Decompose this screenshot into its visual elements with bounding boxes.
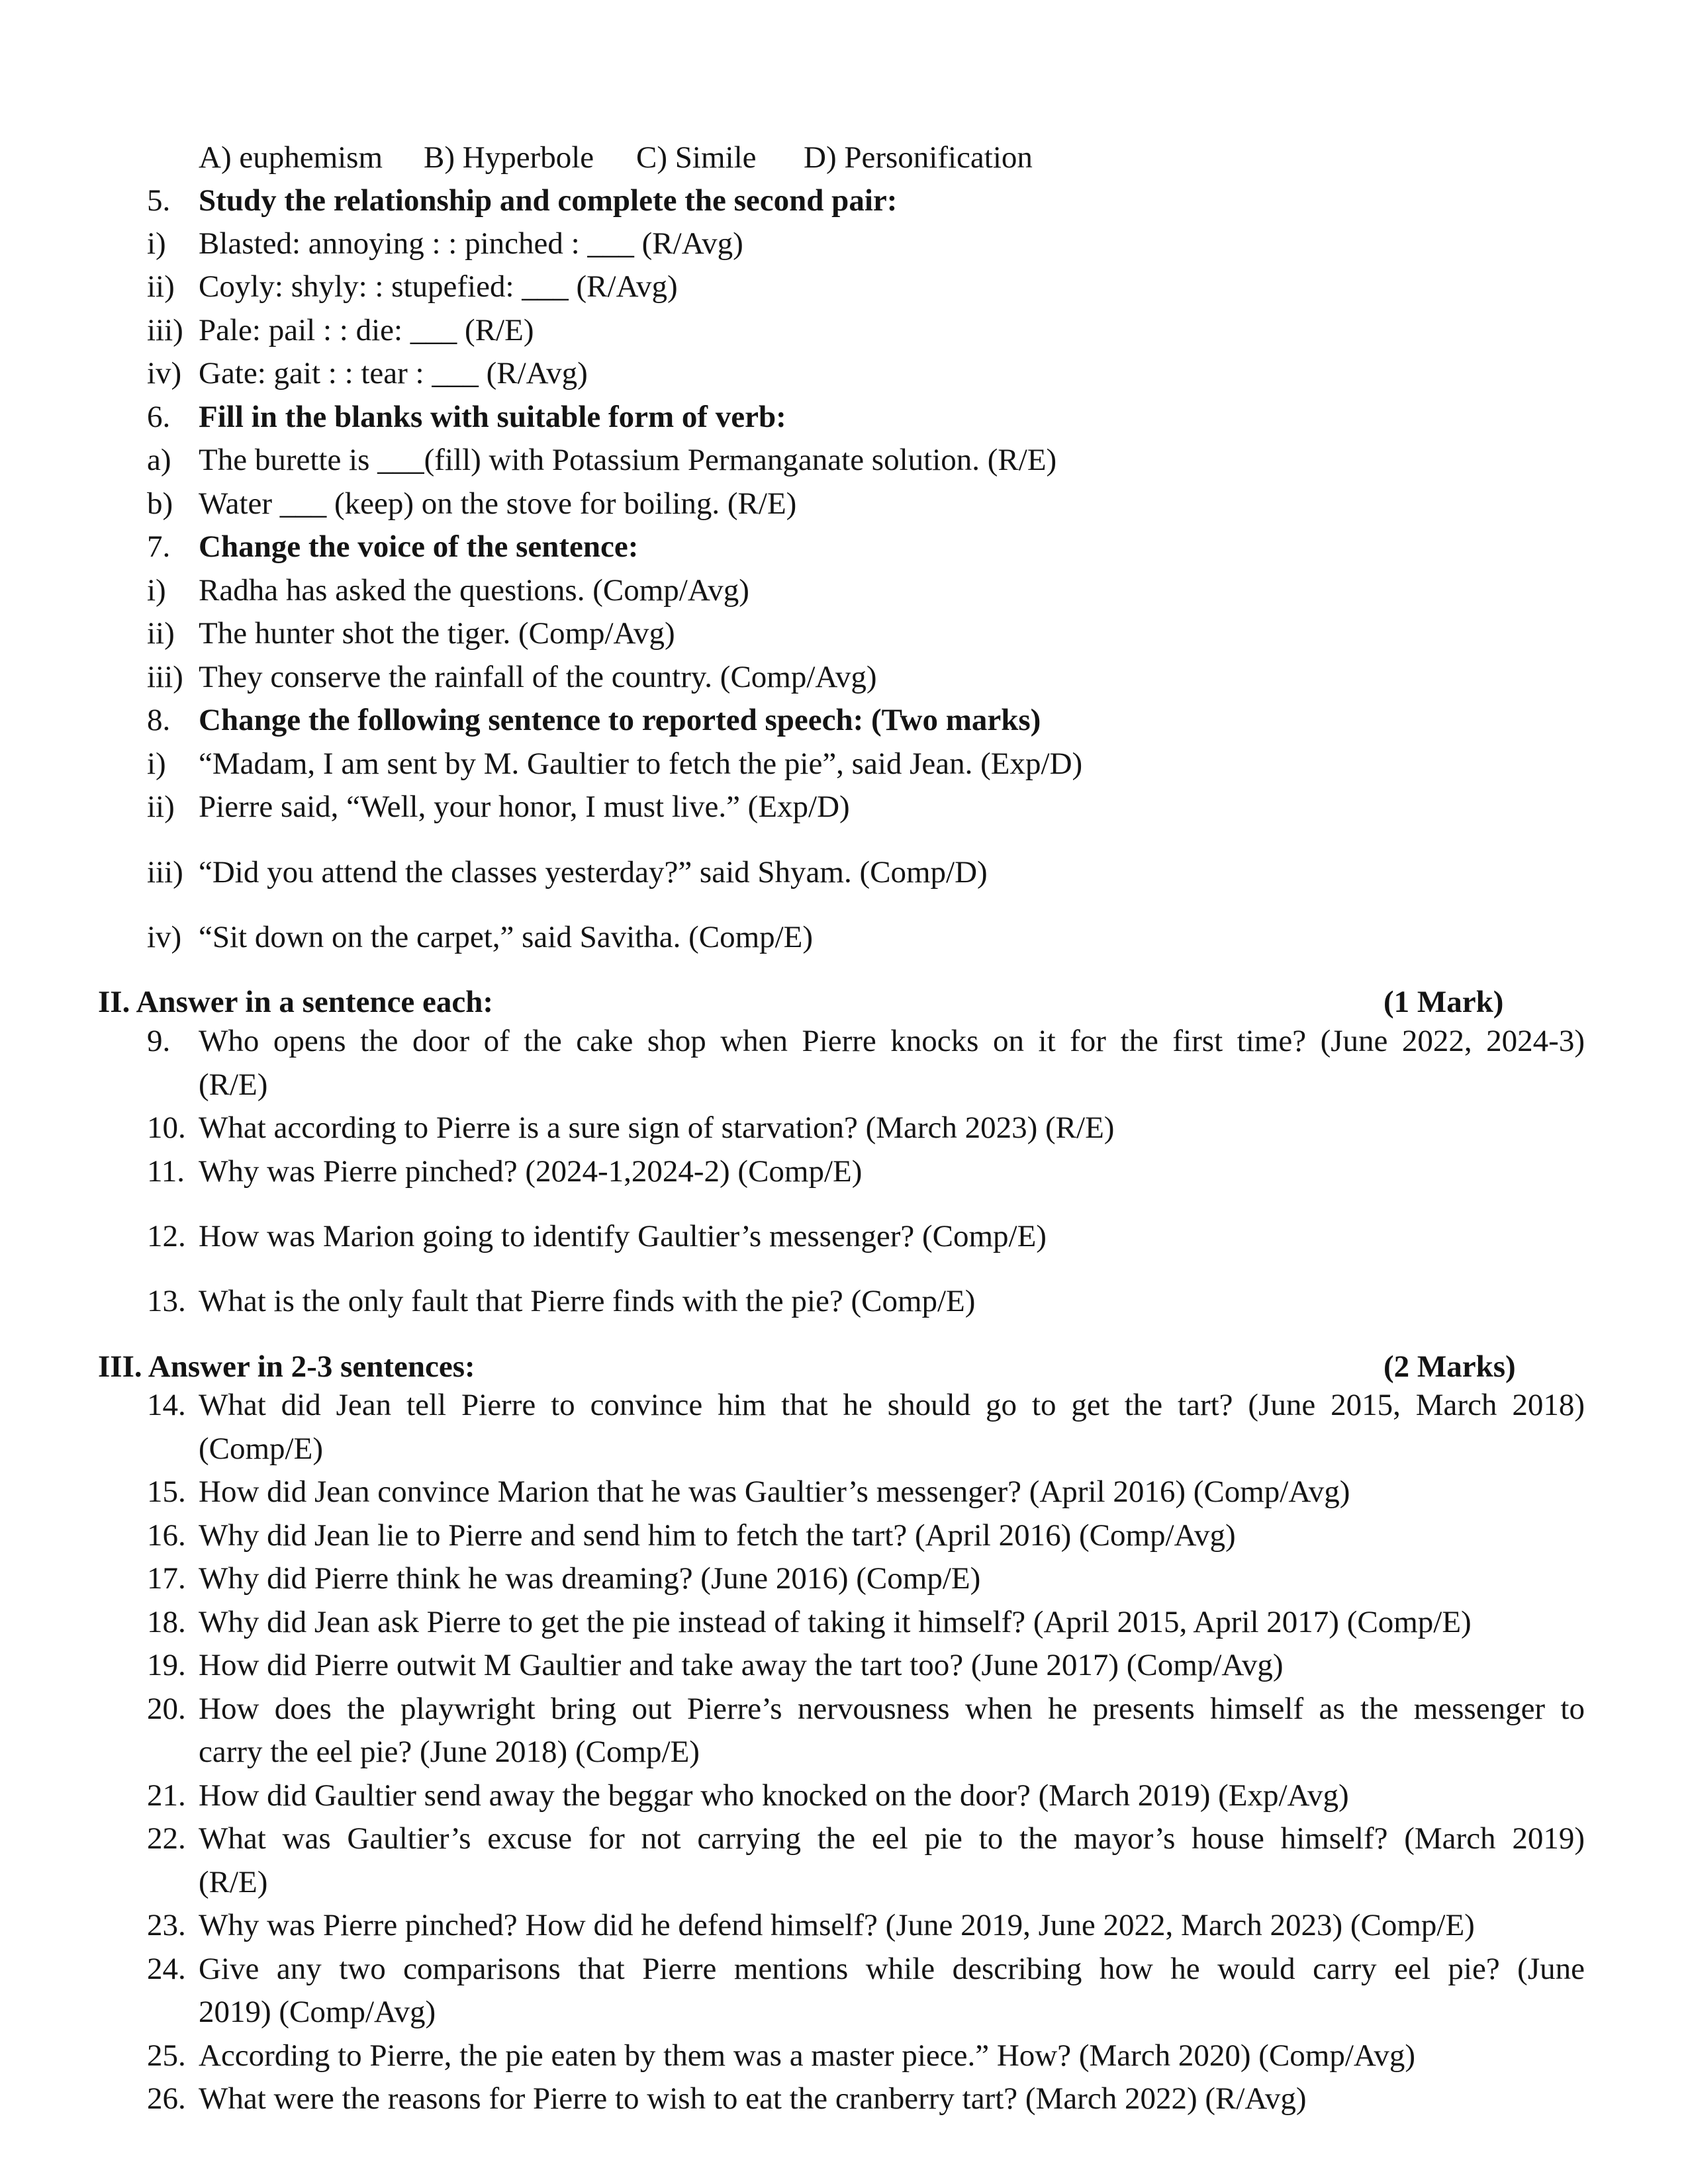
q8-item-label: iii) bbox=[147, 855, 183, 889]
q7-heading bbox=[0, 525, 1688, 569]
q5-heading bbox=[0, 179, 1688, 222]
q20-cont bbox=[0, 1730, 1688, 1774]
q7-title: Change the voice of the sentence: bbox=[199, 529, 639, 564]
q10 bbox=[0, 1106, 1688, 1150]
q13-text: What is the only fault that Pierre finds with the pie? (Comp/E) bbox=[199, 1284, 976, 1318]
q5-item bbox=[0, 222, 1688, 265]
q22-text-line2: (R/E) bbox=[199, 1865, 268, 1899]
q9-cont bbox=[0, 1063, 1688, 1107]
q19 bbox=[0, 1643, 1688, 1687]
q6-number: 6. bbox=[147, 400, 171, 434]
q7-item bbox=[0, 569, 1688, 612]
q25-text: According to Pierre, the pie eaten by them was a master piece.” How? (March 2020) (Comp/Avg) bbox=[199, 2038, 1416, 2073]
q16-text: Why did Jean lie to Pierre and send him to fetch the tart? (April 2016) (Comp/Avg) bbox=[199, 1518, 1236, 1553]
q14 bbox=[0, 1383, 1688, 1427]
q5-item bbox=[0, 308, 1688, 352]
q26-number: 26. bbox=[147, 2081, 186, 2116]
q18-text: Why did Jean ask Pierre to get the pie instead of taking it himself? (April 2015, April 2017) (Comp/E) bbox=[199, 1605, 1472, 1639]
q11 bbox=[0, 1150, 1688, 1193]
q12 bbox=[0, 1214, 1688, 1258]
q7-item-label: ii) bbox=[147, 616, 175, 651]
q5-item-label: i) bbox=[147, 226, 166, 261]
q15 bbox=[0, 1470, 1688, 1514]
q8-heading bbox=[0, 698, 1688, 742]
q8-item-label: i) bbox=[147, 747, 166, 781]
q25 bbox=[0, 2034, 1688, 2077]
section-2-heading bbox=[0, 980, 1688, 1024]
section-2-title: II. Answer in a sentence each: bbox=[98, 985, 494, 1019]
q17-number: 17. bbox=[147, 1561, 186, 1596]
q21-text: How did Gaultier send away the beggar who knocked on the door? (March 2019) (Exp/Avg) bbox=[199, 1778, 1349, 1813]
q23-number: 23. bbox=[147, 1908, 186, 1942]
q20-number: 20. bbox=[147, 1692, 186, 1726]
q4-option-d: D) Personification bbox=[804, 140, 1033, 175]
q8-number: 8. bbox=[147, 703, 171, 737]
q4-option-c: C) Simile bbox=[636, 140, 757, 175]
q8-item-text: “Sit down on the carpet,” said Savitha. (Comp/E) bbox=[199, 920, 814, 954]
q9-text-line1: Who opens the door of the cake shop when Pierre knocks on it for the first time? (June 2022, 2024-3) bbox=[199, 1024, 1585, 1058]
q14-number: 14. bbox=[147, 1388, 186, 1422]
q5-item bbox=[0, 265, 1688, 308]
q8-item bbox=[0, 742, 1688, 786]
q17-text: Why did Pierre think he was dreaming? (June 2016) (Comp/E) bbox=[199, 1561, 981, 1596]
section-2-marks: (1 Mark) bbox=[1383, 985, 1504, 1019]
q6-item bbox=[0, 438, 1688, 482]
q16-number: 16. bbox=[147, 1518, 186, 1553]
q24-number: 24. bbox=[147, 1952, 186, 1986]
q23 bbox=[0, 1903, 1688, 1947]
q19-text: How did Pierre outwit M Gaultier and take away the tart too? (June 2017) (Comp/Avg) bbox=[199, 1648, 1284, 1682]
q11-number: 11. bbox=[147, 1154, 185, 1189]
q4-option-b: B) Hyperbole bbox=[424, 140, 594, 175]
q5-item-label: iii) bbox=[147, 313, 183, 347]
q7-item-label: iii) bbox=[147, 660, 183, 694]
q24-cont bbox=[0, 1990, 1688, 2034]
q4-options bbox=[0, 136, 1688, 179]
q17 bbox=[0, 1557, 1688, 1600]
q5-item-text: Blasted: annoying : : pinched : ___ (R/Avg) bbox=[199, 226, 743, 261]
q7-item-text: The hunter shot the tiger. (Comp/Avg) bbox=[199, 616, 675, 651]
section-3-title: III. Answer in 2-3 sentences: bbox=[98, 1349, 475, 1384]
q9 bbox=[0, 1019, 1688, 1063]
q22-number: 22. bbox=[147, 1821, 186, 1856]
section-3-marks: (2 Marks) bbox=[1383, 1349, 1516, 1384]
q22-cont bbox=[0, 1860, 1688, 1904]
q15-number: 15. bbox=[147, 1475, 186, 1509]
q5-item-text: Gate: gait : : tear : ___ (R/Avg) bbox=[199, 356, 588, 390]
q15-text: How did Jean convince Marion that he was Gaultier’s messenger? (April 2016) (Comp/Avg) bbox=[199, 1475, 1350, 1509]
q9-number: 9. bbox=[147, 1024, 171, 1058]
q7-item bbox=[0, 655, 1688, 699]
q14-cont bbox=[0, 1427, 1688, 1471]
q5-number: 5. bbox=[147, 183, 171, 218]
q7-item bbox=[0, 612, 1688, 655]
q9-text-line2: (R/E) bbox=[199, 1068, 268, 1102]
q8-item-label: ii) bbox=[147, 790, 175, 824]
q7-item-text: Radha has asked the questions. (Comp/Avg) bbox=[199, 573, 749, 608]
q8-item bbox=[0, 850, 1688, 894]
q13 bbox=[0, 1279, 1688, 1323]
q7-item-text: They conserve the rainfall of the country. (Comp/Avg) bbox=[199, 660, 877, 694]
q26 bbox=[0, 2077, 1688, 2120]
q26-text: What were the reasons for Pierre to wish to eat the cranberry tart? (March 2022) (R/Avg) bbox=[199, 2081, 1307, 2116]
q20 bbox=[0, 1687, 1688, 1731]
q14-text-line2: (Comp/E) bbox=[199, 1432, 323, 1466]
q8-item-text: “Did you attend the classes yesterday?” said Shyam. (Comp/D) bbox=[199, 855, 988, 889]
q6-item bbox=[0, 482, 1688, 525]
q7-item-label: i) bbox=[147, 573, 166, 608]
q24 bbox=[0, 1947, 1688, 1991]
q10-number: 10. bbox=[147, 1111, 186, 1145]
q10-text: What according to Pierre is a sure sign of starvation? (March 2023) (R/E) bbox=[199, 1111, 1115, 1145]
q6-item-label: a) bbox=[147, 443, 171, 477]
q8-item bbox=[0, 915, 1688, 959]
q21-number: 21. bbox=[147, 1778, 186, 1813]
q6-item-label: b) bbox=[147, 486, 173, 521]
q4-option-a: A) euphemism bbox=[199, 140, 383, 175]
q5-item bbox=[0, 351, 1688, 395]
q6-item-text: The burette is ___(fill) with Potassium Permanganate solution. (R/E) bbox=[199, 443, 1057, 477]
q5-item-text: Pale: pail : : die: ___ (R/E) bbox=[199, 313, 534, 347]
q18-number: 18. bbox=[147, 1605, 186, 1639]
section-3-heading bbox=[0, 1345, 1688, 1388]
q7-number: 7. bbox=[147, 529, 171, 564]
q12-text: How was Marion going to identify Gaultier’s messenger? (Comp/E) bbox=[199, 1219, 1047, 1253]
q21 bbox=[0, 1774, 1688, 1817]
q5-item-text: Coyly: shyly: : stupefied: ___ (R/Avg) bbox=[199, 269, 678, 304]
q6-title: Fill in the blanks with suitable form of verb: bbox=[199, 400, 786, 434]
q5-title: Study the relationship and complete the second pair: bbox=[199, 183, 898, 218]
q8-item-text: Pierre said, “Well, your honor, I must live.” (Exp/D) bbox=[199, 790, 850, 824]
q8-title: Change the following sentence to reported speech: (Two marks) bbox=[199, 703, 1041, 737]
q22 bbox=[0, 1817, 1688, 1860]
q18 bbox=[0, 1600, 1688, 1644]
q8-item bbox=[0, 785, 1688, 829]
q16 bbox=[0, 1514, 1688, 1557]
q19-number: 19. bbox=[147, 1648, 186, 1682]
q8-item-label: iv) bbox=[147, 920, 182, 954]
q13-number: 13. bbox=[147, 1284, 186, 1318]
q24-text-line1: Give any two comparisons that Pierre mentions while describing how he would carry eel pie? (June bbox=[199, 1952, 1585, 1986]
q8-item-text: “Madam, I am sent by M. Gaultier to fetch the pie”, said Jean. (Exp/D) bbox=[199, 747, 1083, 781]
q22-text-line1: What was Gaultier’s excuse for not carrying the eel pie to the mayor’s house himself? (March 2019) bbox=[199, 1821, 1585, 1856]
q20-text-line2: carry the eel pie? (June 2018) (Comp/E) bbox=[199, 1735, 700, 1769]
q6-heading bbox=[0, 395, 1688, 439]
q24-text-line2: 2019) (Comp/Avg) bbox=[199, 1995, 436, 2029]
q12-number: 12. bbox=[147, 1219, 186, 1253]
q23-text: Why was Pierre pinched? How did he defend himself? (June 2019, June 2022, March 2023) (Comp/E) bbox=[199, 1908, 1475, 1942]
q20-text-line1: How does the playwright bring out Pierre’s nervousness when he presents himself as the messenger to bbox=[199, 1692, 1585, 1726]
q11-text: Why was Pierre pinched? (2024-1,2024-2) (Comp/E) bbox=[199, 1154, 863, 1189]
q14-text-line1: What did Jean tell Pierre to convince him that he should go to get the tart? (June 2015, March 2018) bbox=[199, 1388, 1585, 1422]
q5-item-label: iv) bbox=[147, 356, 182, 390]
q5-item-label: ii) bbox=[147, 269, 175, 304]
q25-number: 25. bbox=[147, 2038, 186, 2073]
q6-item-text: Water ___ (keep) on the stove for boiling. (R/E) bbox=[199, 486, 797, 521]
